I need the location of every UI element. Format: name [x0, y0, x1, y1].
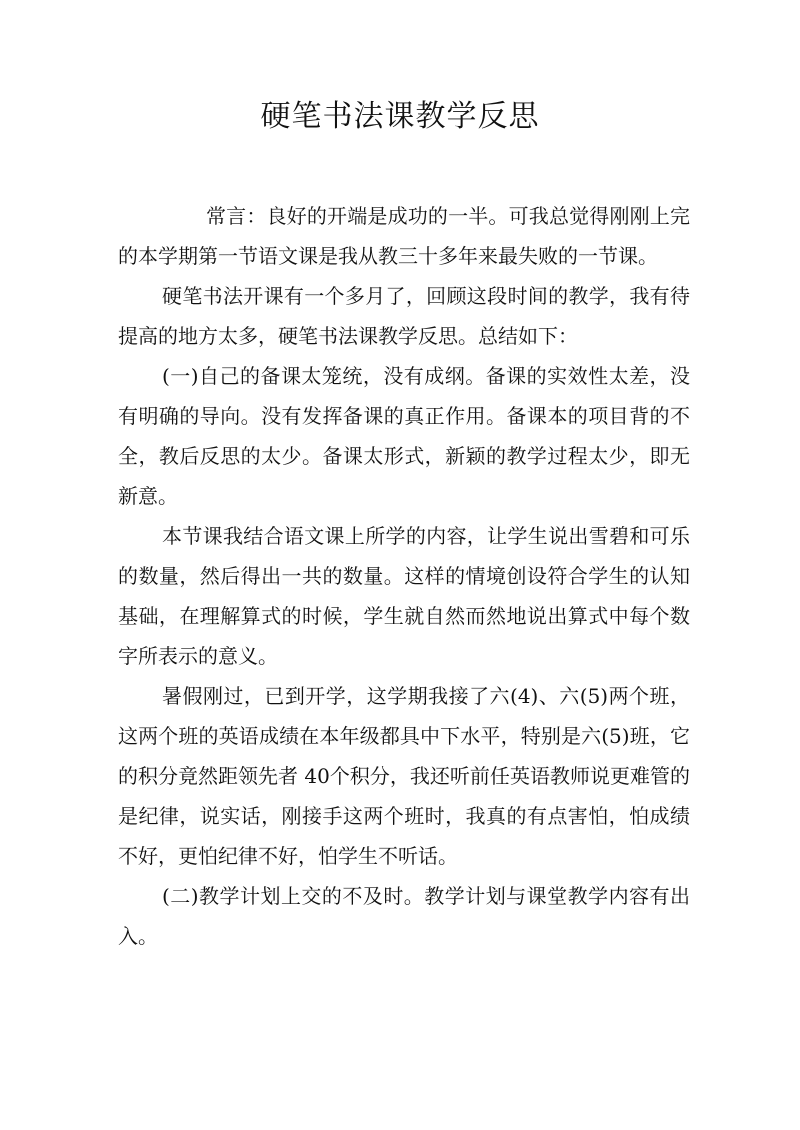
paragraph-1: 常言：良好的开端是成功的一半。可我总觉得刚刚上完的本学期第一节语文课是我从教三十多年来最失败的一节课。: [118, 204, 690, 268]
document-title: 硬笔书法课教学反思: [260, 99, 540, 134]
paragraph-5: 暑假刚过，已到开学，这学期我接了六(4)、六(5)两个班，这两个班的英语成绩在本年级都具中下水平，特别是六(5)班，它的积分竟然距领先者 40个积分，我还听前任英语教师说更难管的是纪律，说实话，刚接手这两个班时，我真的有点害怕，怕成绩不好，更怕纪律不好，怕学生不听话。: [118, 684, 690, 868]
paragraph-3: (一)自己的备课太笼统，没有成纲。备课的实效性太差，没有明确的导向。没有发挥备课的真正作用。备课本的项目背的不全，教后反思的太少。备课太形式，新颖的教学过程太少，即无新意。: [118, 364, 690, 508]
paragraph-2: 硬笔书法开课有一个多月了，回顾这段时间的教学，我有待提高的地方太多，硬笔书法课教学反思。总结如下：: [118, 284, 690, 348]
paragraph-4: 本节课我结合语文课上所学的内容，让学生说出雪碧和可乐的数量，然后得出一共的数量。这样的情境创设符合学生的认知基础，在理解算式的时候，学生就自然而然地说出算式中每个数字所表示的意义。: [118, 524, 690, 668]
paragraph-6: (二)教学计划上交的不及时。教学计划与课堂教学内容有出入。: [118, 884, 690, 948]
document-body: [118, 196, 690, 956]
